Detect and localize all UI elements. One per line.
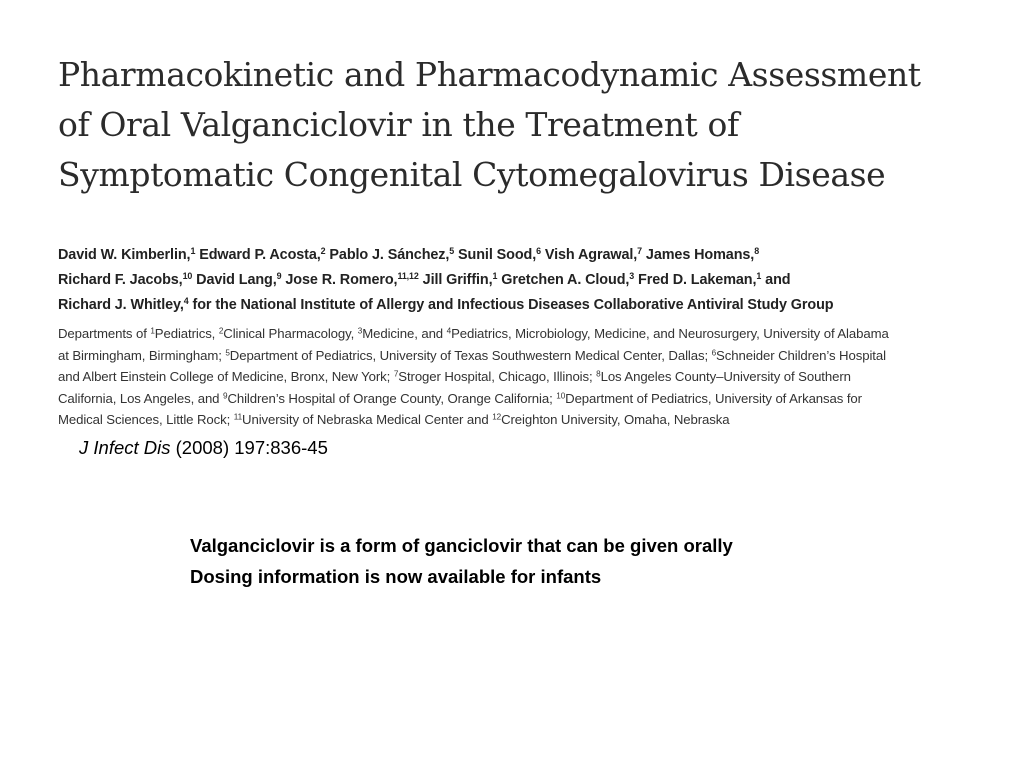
- text-run: Jill Griffin,: [418, 272, 493, 288]
- superscript-number: 11,12: [397, 271, 419, 282]
- text-run: Edward P. Acosta,: [195, 247, 321, 263]
- superscript-number: 12: [492, 412, 502, 422]
- text-run: Medical Sciences, Little Rock;: [58, 412, 234, 428]
- text-run: and Albert Einstein College of Medicine, Bronx, New York;: [58, 369, 394, 385]
- text-run: Gretchen A. Cloud,: [497, 272, 630, 288]
- affiliation-line: [58, 366, 1008, 388]
- superscript-number: 6: [536, 246, 541, 257]
- text-run: Los Angeles County–University of Southern: [600, 369, 851, 385]
- superscript-number: 10: [556, 391, 566, 401]
- text-run: Richard F. Jacobs,: [58, 272, 183, 288]
- text-run: and: [761, 272, 791, 288]
- journal-name: J Infect Dis: [79, 437, 171, 458]
- summary-line: Dosing information is now available for infants: [190, 566, 602, 587]
- text-run: Pablo J. Sánchez,: [325, 247, 450, 263]
- superscript-number: 5: [449, 246, 455, 257]
- text-run: for the National Institute of Allergy and Infectious Diseases Collaborative Antiviral Study Group: [188, 297, 834, 313]
- superscript-number: 7: [393, 369, 399, 379]
- paper-title: [58, 50, 1008, 200]
- title-line: Symptomatic Congenital Cytomegalovirus Disease: [58, 155, 886, 194]
- superscript-number: 8: [596, 369, 601, 379]
- affiliation-line: [58, 345, 1008, 367]
- superscript-number: 6: [711, 348, 717, 358]
- affiliation-line: [58, 388, 1008, 410]
- superscript-number: 8: [754, 246, 760, 257]
- author-line: [58, 243, 1008, 268]
- author-line: [58, 293, 1008, 318]
- text-run: Jose R. Romero,: [281, 272, 398, 288]
- superscript-number: 7: [637, 246, 643, 257]
- author-line: [58, 268, 1008, 293]
- superscript-number: 1: [190, 246, 196, 257]
- text-run: David W. Kimberlin,: [58, 247, 191, 263]
- text-run: Schneider Children’s Hospital: [716, 347, 886, 363]
- superscript-number: 3: [629, 271, 635, 282]
- text-run: Clinical Pharmacology,: [223, 326, 358, 341]
- text-run: James Homans,: [642, 247, 755, 263]
- text-run: Children’s Hospital of Orange County, Orange California;: [227, 390, 557, 406]
- citation-details: (2008) 197:836-45: [170, 437, 328, 458]
- superscript-number: 9: [276, 271, 282, 282]
- affiliation-line: [58, 409, 1008, 431]
- text-run: Pediatrics, Microbiology, Medicine, and Neurosurgery, University of Alabama: [451, 326, 889, 341]
- superscript-number: 1: [150, 326, 155, 336]
- superscript-number: 10: [182, 271, 193, 282]
- text-run: Sunil Sood,: [454, 247, 537, 263]
- superscript-number: 2: [218, 326, 224, 336]
- text-run: Department of Pediatrics, University of Arkansas for: [565, 390, 862, 406]
- text-run: at Birmingham, Birmingham;: [58, 347, 226, 363]
- title-line: Pharmacokinetic and Pharmacodynamic Assessment: [58, 55, 921, 94]
- text-run: Medicine, and: [362, 326, 447, 341]
- superscript-number: 5: [225, 348, 230, 358]
- superscript-number: 11: [233, 412, 243, 422]
- text-run: Richard J. Whitley,: [58, 297, 184, 313]
- text-run: Stroger Hospital, Chicago, Illinois;: [398, 369, 597, 385]
- superscript-number: 4: [446, 326, 452, 336]
- title-line: of Oral Valganciclovir in the Treatment of: [58, 105, 739, 144]
- superscript-number: 4: [183, 296, 189, 307]
- text-run: Creighton University, Omaha, Nebraska: [501, 412, 730, 428]
- superscript-number: 3: [357, 326, 363, 336]
- text-run: University of Nebraska Medical Center and: [242, 412, 493, 428]
- text-run: Department of Pediatrics, University of Texas Southwestern Medical Center, Dallas;: [229, 347, 712, 363]
- text-run: Fred D. Lakeman,: [634, 272, 757, 288]
- text-run: Departments of: [58, 326, 151, 341]
- summary-line: Valganciclovir is a form of ganciclovir that can be given orally: [190, 535, 733, 556]
- author-list: [58, 243, 1008, 318]
- superscript-number: 1: [492, 271, 498, 282]
- text-run: Pediatrics,: [154, 326, 219, 341]
- superscript-number: 9: [222, 391, 228, 401]
- superscript-number: 2: [320, 246, 326, 257]
- text-run: Vish Agrawal,: [540, 247, 638, 263]
- affiliation-list: [58, 323, 1008, 431]
- text-run: David Lang,: [192, 272, 277, 288]
- journal-citation: [79, 437, 328, 459]
- affiliation-line: [58, 323, 1008, 345]
- summary-text: [190, 530, 733, 592]
- superscript-number: 1: [756, 271, 762, 282]
- text-run: California, Los Angeles, and: [58, 390, 223, 406]
